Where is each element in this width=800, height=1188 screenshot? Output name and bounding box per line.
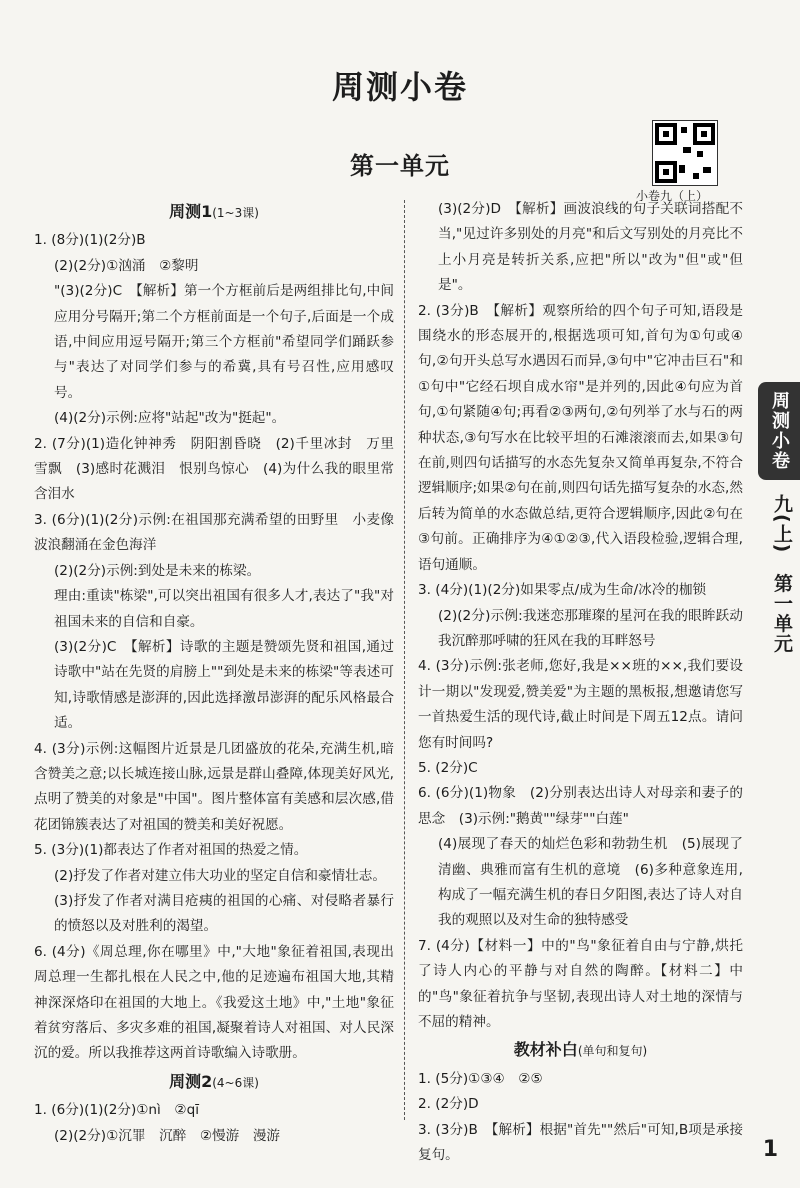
answer-paragraph: 3. (4分)(1)(2分)如果零点/成为生命/冰冷的枷锁 <box>418 582 707 599</box>
answer-paragraph: 1. (5分)①③④ ②⑤ <box>418 1070 543 1087</box>
answer-paragraph: 6. (6分)(1)物象 (2)分别表达出诗人对母亲和妻子的思念 (3)示例:"鹅黄""绿芽""白莲" <box>418 785 743 827</box>
section-subtitle: (单句和复句) <box>577 1044 648 1059</box>
answer-paragraph: 2. (7分)(1)造化钟神秀 阴阳割昏晓 (2)千里冰封 万里雪飘 (3)感时花溅泪 恨别鸟惊心 (4)为什么我的眼里常含泪水 <box>34 435 394 503</box>
answer-paragraph: (4)(2分)示例:应将"站起"改为"挺起"。 <box>54 410 286 427</box>
side-tab[interactable] <box>758 382 800 480</box>
section-subtitle: (1~3课) <box>212 206 259 220</box>
section-title-text: 周测1 <box>169 202 213 221</box>
answer-paragraph: 5. (2分)C <box>418 759 478 776</box>
page-number: 1 <box>762 1137 778 1162</box>
answer-paragraph: (2)(2分)①沉罪 沉醉 ②慢游 漫游 <box>54 1127 281 1144</box>
answer-paragraph: 1. (6分)(1)(2分)①nì ②qī <box>34 1102 200 1119</box>
left-column <box>34 197 394 1149</box>
answer-paragraph: (2)(2分)示例:我迷恋那璀璨的星河在我的眼眸跃动 我沉醉那呼啸的狂风在我的耳畔怒号 <box>438 607 757 649</box>
answer-paragraph: 1. (8分)(1)(2分)B <box>34 232 146 249</box>
answer-paragraph: (3)(2分)D 【解析】画波浪线的句子关联词搭配不当,"见过许多别处的月亮"和后文写别处的月亮比不上小月亮是转折关系,应把"所以"改为"但"或"但是"。 <box>438 201 743 294</box>
section-subtitle: (4~6课) <box>212 1075 259 1090</box>
answer-paragraph: (3)抒发了作者对满目疮痍的祖国的心痛、对侵略者暴行的愤怒以及对胜利的渴望。 <box>54 892 394 935</box>
page-title: 周测小卷 <box>331 68 468 106</box>
answer-paragraph: 7. (4分)【材料一】中的"鸟"象征着自由与宁静,烘托了诗人内心的平静与对自然的陶醉。【材料二】中的"鸟"象征着抗争与坚韧,表现出诗人对土地的深情与不屈的精神。 <box>418 937 743 1030</box>
section-title-text: 周测2 <box>169 1071 213 1091</box>
answer-paragraph: 理由:重读"栋梁",可以突出祖国有很多人才,表达了"我"对祖国未来的自信和自豪。 <box>54 588 394 630</box>
answer-paragraph: 2. (2分)D <box>418 1096 479 1113</box>
section-title <box>418 1037 743 1064</box>
answer-paragraph: 4. (3分)示例:这幅图片近景是几团盛放的花朵,充满生机,暗含赞美之意;以长城连接山脉,远景是群山叠障,体现美好风光,点明了赞美的对象是"中国"。图片整体富有美感和层次感,借花团锦簇表达了对祖国的赞美和美好祝愿。 <box>34 740 394 833</box>
answer-paragraph: (2)(2分)①汹涌 ②黎明 <box>54 257 199 274</box>
section-title-text: 教材补白 <box>513 1040 578 1060</box>
answer-paragraph: "(3)(2分)C 【解析】第一个方框前后是两组排比句,中间应用分号隔开;第二个方框前面是一个句子,后面是一个成语,中间应用逗号隔开;第三个方框前"希望同学们踊跃参与"表达了对同学们参与的希冀,具有号召性,应用感叹号。 <box>54 283 394 401</box>
answer-paragraph: 6. (4分)《周总理,你在哪里》中,"大地"象征着祖国,表现出周总理一生都扎根在人民之中,他的足迹遍布祖国大地,其精神深深烙印在祖国的大地上。《我爱这土地》中,"土地"象征着贫穷落后、多灾多难的祖国,凝聚着诗人对祖国、对人民深沉的爱。所以我推荐这两首诗歌编入诗歌册。 <box>34 943 394 1062</box>
column-divider <box>404 200 405 1120</box>
answer-paragraph: (3)(2分)C 【解析】诗歌的主题是赞颂先贤和祖国,通过诗歌中"站在先贤的肩膀上""到处是未来的栋梁"等表述可知,诗歌情感是澎湃的,因此选择激昂澎湃的配乐风格最合适。 <box>54 638 394 732</box>
answer-paragraph: 5. (3分)(1)都表达了作者对祖国的热爱之情。 <box>34 842 308 859</box>
answer-paragraph: (2)(2分)示例:到处是未来的栋梁。 <box>54 562 261 579</box>
side-label: 九(上) 第一单元 <box>771 494 793 654</box>
side-tab-label: 周测小卷 <box>769 391 790 471</box>
answer-paragraph: 2. (3分)B 【解析】观察所给的四个句子可知,语段是围绕水的形态展开的,根据选项可知,首句为①句或④句,②句开头总写水遇因石而异,③句中"它冲击巨石"和①句中"它经石坝自成水帘"是并列的,因此④句应为首句,①句紧随④句;再看②③两句,②句列举了水与石的两种状态,③句写水在比较平坦的石滩滚滚而去,如果③句在前,则四句话描写的水态先复杂又简单再复杂,不符合逻辑顺序;如果②句在前,则四句话先描写复杂的水态,然后转为简单的水态做总结,更符合逻辑顺序,因此②句在③句前。正确排序为④①②③,代入语段检验,逻辑合理,语句通顺。 <box>418 302 743 573</box>
unit-title: 第一单元 <box>350 152 450 180</box>
answer-paragraph: 3. (6分)(1)(2分)示例:在祖国那充满希望的田野里 小麦像波浪翻涌在金色海洋 <box>34 511 394 554</box>
answer-paragraph: 3. (3分)B 【解析】根据"首先""然后"可知,B项是承接复句。 <box>418 1121 743 1164</box>
section-title <box>34 1069 394 1096</box>
section-title <box>34 199 394 226</box>
answer-paragraph: 4. (3分)示例:张老师,您好,我是××班的××,我们要设计一期以"发现爱,赞美爱"为主题的黑板报,想邀请您写一首热爱生活的现代诗,截止时间是下周五12点。请问您有时间吗? <box>418 658 743 751</box>
qr-code-icon[interactable] <box>652 120 718 186</box>
answer-paragraph: (2)抒发了作者对建立伟大功业的坚定自信和豪情壮志。 <box>54 867 386 884</box>
answer-paragraph: (4)展现了春天的灿烂色彩和勃勃生机 (5)展现了清幽、典雅而富有生机的意境 (6)多种意象连用,构成了一幅充满生机的春日夕阳图,表达了诗人对自我的观照以及对生命的独特感受 <box>438 836 743 929</box>
right-column <box>418 197 757 1168</box>
qr-caption: 小卷九（上） <box>636 189 709 203</box>
